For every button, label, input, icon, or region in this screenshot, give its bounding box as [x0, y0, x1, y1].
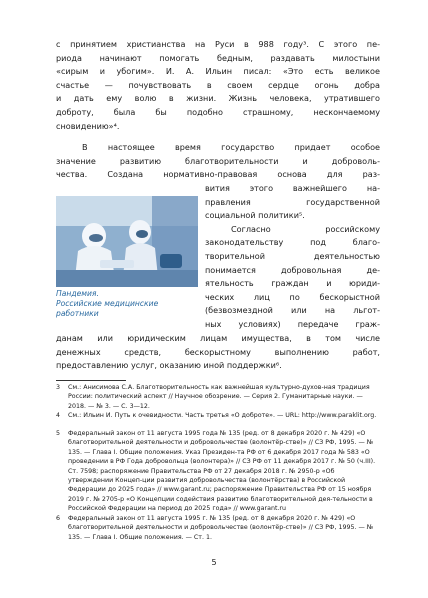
text-line: социальной политики⁵. — [205, 210, 305, 221]
footnote-text: См.: Ильин И. Путь к очевидности. Часть третья «О доброте». — URL: http://www.paraklit.org. — [68, 412, 377, 419]
text-line: (безвозмездной или на льгот- — [205, 305, 380, 316]
text-line: и дать ему волю в жизни. Жизнь человека, утратившего — [56, 93, 380, 104]
footnote-number: 4 — [56, 412, 61, 419]
photo-caption: Пандемия. Российские медицинские работники — [56, 289, 159, 318]
footnote-5 — [56, 429, 380, 514]
text-line: понимается добровольная де- — [205, 264, 380, 275]
text-line: значение развитию благотворительности и доброволь- — [56, 155, 380, 166]
text-line: денежных средств, бескорыстному выполнению работ, — [56, 346, 380, 357]
footnote-number: 3 — [56, 384, 61, 391]
text-line: чества. Создана нормативно-правовая основа для раз- — [56, 169, 380, 180]
text-line: сновидению»⁴. — [56, 120, 120, 131]
footnote-text: См.: Анисимова С.А. Благотворительность как важнейшая культурно-духов-ная традиция России: политический аспект // Научное обозрение. — Серия 2. Гуманитарные науки. — 2018. — № 3. — С. 3—12. — [68, 384, 370, 410]
text-line: творительной деятельностью — [205, 250, 380, 261]
text-line: с принятием христианства на Руси в 988 году³. С этого пе- — [56, 39, 380, 49]
text-line: счастье — почувствовать в своем сердце огонь добра — [56, 79, 380, 90]
text-line: предоставлению услуг, оказанию иной поддержки⁶. — [56, 360, 282, 371]
paragraph-definition-end — [56, 332, 380, 373]
footnote-6 — [56, 514, 380, 542]
footnote-4 — [56, 411, 380, 420]
medical-workers-illustration — [56, 196, 198, 287]
text-line: ятельность граждан и юриди- — [205, 278, 380, 289]
text-line: ческих лиц по бескорыстной — [205, 291, 380, 302]
footnote-3 — [56, 383, 380, 411]
footnote-number: 6 — [56, 515, 61, 522]
text-line: вития этого важнейшего на- — [205, 183, 380, 193]
footnote-text: Федеральный закон от 11 августа 1995 года № 135 (ред. от 8 декабря 2020 г. № 429) «О благотворительной деятельности и добровольчестве (волонтёр-стве)» // СЗ РФ, 1995. — № 135. — Глава I. Общие положения. Указ Президен-та РФ от 6 декабря 2017 года № 583 «О проведении в РФ Года добровольца (волонтера)» // СЗ РФ от 11 декабря 2017 г. № 50 (ч.III). Ст. 7598; распоряжение Правительства РФ от 27 декабря 2018 г. № 2950-р «Об утверждении Концеп-ции развития добровольчества (волонтёрства) в Российской Федерации до 2025 года» // www.garant.ru; распоряжение Правительства РФ от 15 ноября 2019 г. № 2705-р «О Концепции содействия развитию благотворительной дея-тельности в Российской Федерации на период до 2025 года» // www.garant.ru — [68, 430, 376, 513]
text-line: Согласно российскому — [231, 223, 380, 234]
page-number: 5 — [211, 558, 217, 567]
wrapped-text-column — [205, 182, 380, 332]
text-line: В настоящее время государство придает особое — [82, 142, 380, 152]
text-line: «сирым и убогим». И. А. Ильин писал: «Это есть великое — [56, 66, 380, 77]
footnote-text: Федеральный закон от 11 августа 1995 г. № 135 (ред. от 8 декабря 2020 г. № 429) «О благотворительной деятельности и добровольчестве (волонтёр-стве)» // СЗ РФ, 1995. — № 135. — Глава I. Общие положения. — Ст. 1. — [68, 515, 374, 541]
text-line: доброту, была бы подобно страшному, нескончаемому — [56, 106, 380, 117]
footnote-number: 5 — [56, 430, 61, 437]
text-line: риода начинают помогать бедным, раздавать милостыни — [56, 52, 380, 63]
text-line: правления государственной — [205, 196, 380, 207]
footnote-separator — [56, 380, 126, 381]
text-line: законодательству под благо- — [205, 237, 380, 248]
text-line: данам или юридическим лицам имущества, в том числе — [56, 333, 380, 343]
pandemic-photo — [56, 196, 198, 287]
text-line: ных условиях) передаче граж- — [205, 318, 380, 329]
paragraph-state — [56, 141, 380, 182]
paragraph-intro — [56, 38, 380, 133]
